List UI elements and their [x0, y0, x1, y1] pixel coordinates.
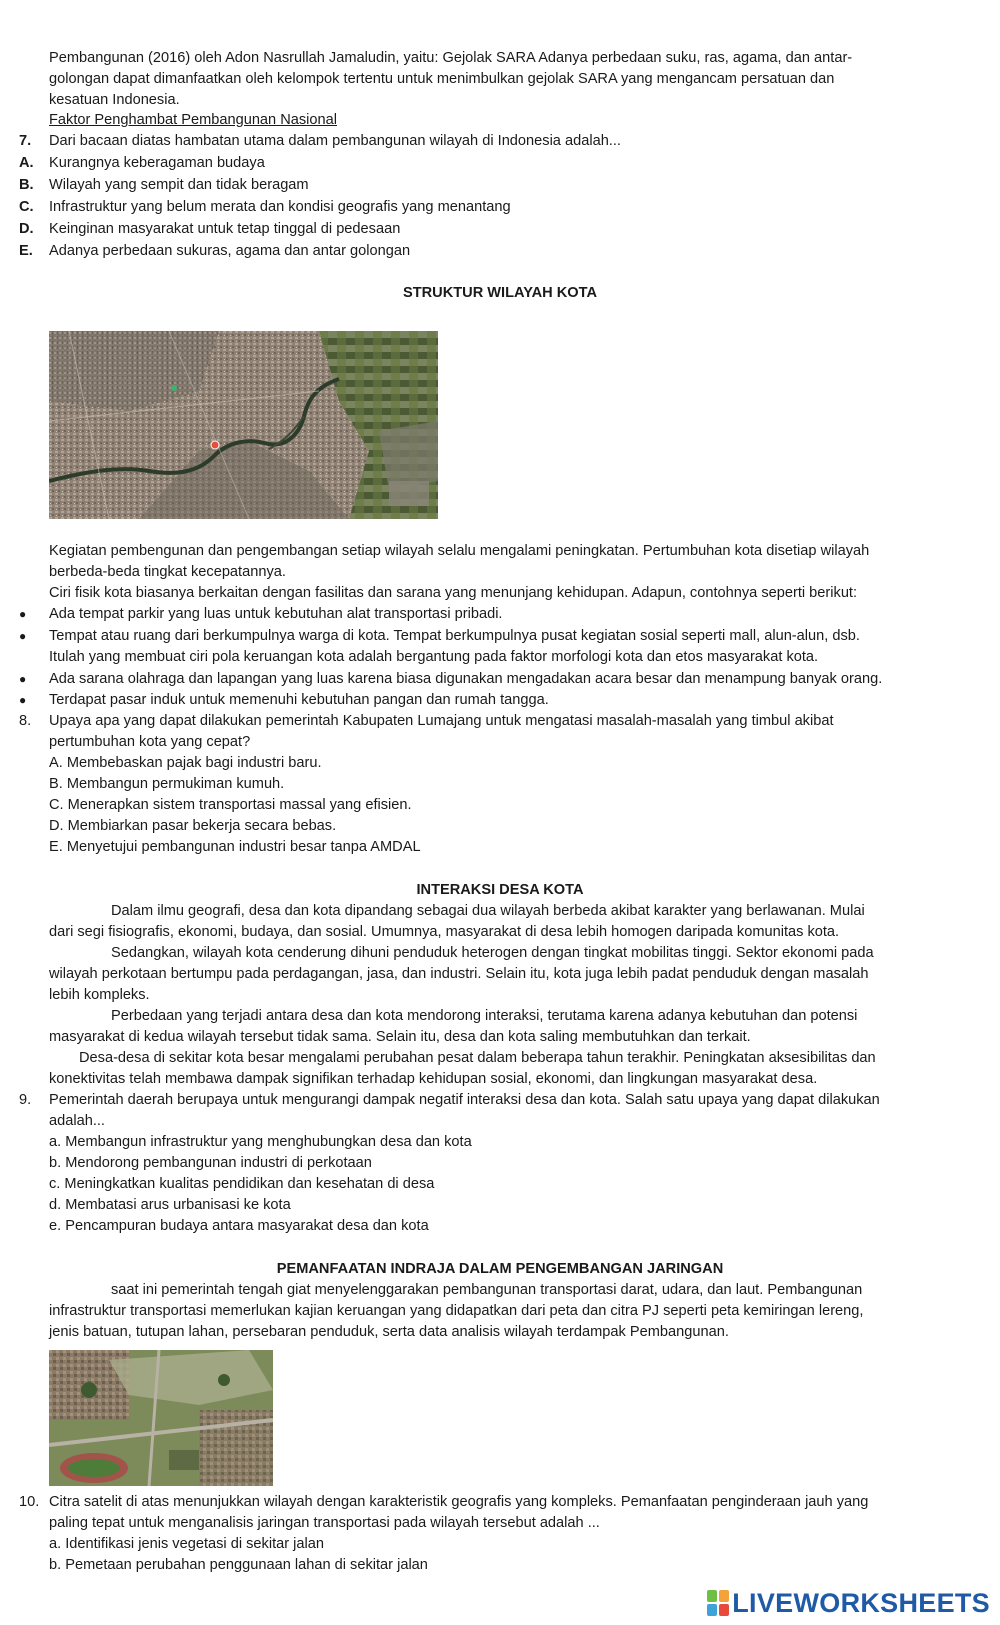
transport-satellite-image: [49, 1350, 273, 1486]
answer-option[interactable]: A. Membebaskan pajak bagi industri baru.: [49, 755, 322, 771]
answer-option[interactable]: b. Pemetaan perubahan penggunaan lahan di sekitar jalan: [49, 1557, 428, 1573]
brand-name: LIVEWORKSHEETS: [732, 1587, 990, 1618]
answer-option[interactable]: Infrastruktur yang belum merata dan kondisi geografis yang menantang: [49, 199, 511, 215]
option-letter: B.: [19, 177, 34, 193]
option-letter: E.: [19, 243, 33, 259]
intro-subtitle: Faktor Penghambat Pembangunan Nasional: [49, 112, 338, 128]
question-number: 10.: [19, 1494, 40, 1510]
question-number: 7.: [19, 133, 32, 149]
list-item: Ada tempat parkir yang luas untuk kebutuhan alat transportasi pribadi.: [49, 606, 503, 622]
body-text: konektivitas telah membawa dampak signifikan terhadap kehidupan sosial, ekonomi, dan lingkungan masyarakat desa.: [49, 1071, 818, 1087]
body-text: Desa-desa di sekitar kota besar mengalami perubahan pesat dalam beberapa tahun terakhir. Peningkatan aksesibilitas dan: [79, 1050, 876, 1066]
intro-line: Pembangunan (2016) oleh Adon Nasrullah Jamaludin, yaitu: Gejolak SARA Adanya perbedaan suku, ras, agama, dan antar-: [49, 50, 853, 66]
question-text: paling tepat untuk menganalisis jaringan transportasi pada wilayah tersebut adalah ...: [49, 1515, 600, 1531]
body-text: Dalam ilmu geografi, desa dan kota dipandang sebagai dua wilayah berbeda akibat karakter yang berlawanan. Mulai: [111, 903, 865, 919]
answer-option[interactable]: a. Identifikasi jenis vegetasi di sekitar jalan: [49, 1536, 324, 1552]
intro-line: golongan dapat dimanfaatkan oleh kelompok tertentu untuk menimbulkan gejolak SARA yang mengancam persatuan dan: [49, 71, 835, 87]
answer-option[interactable]: b. Mendorong pembangunan industri di perkotaan: [49, 1155, 372, 1171]
option-letter: C.: [19, 199, 34, 215]
answer-option[interactable]: Adanya perbedaan sukuras, agama dan antar golongan: [49, 243, 411, 259]
answer-option[interactable]: Kurangnya keberagaman budaya: [49, 155, 265, 171]
answer-option[interactable]: c. Meningkatkan kualitas pendidikan dan kesehatan di desa: [49, 1176, 435, 1192]
bullet-icon: ●: [19, 607, 27, 621]
body-text: dari segi fisiografis, ekonomi, budaya, dan sosial. Umumnya, masyarakat di desa lebih homogen daripada komunitas kota.: [49, 924, 840, 940]
question-text: pertumbuhan kota yang cepat?: [49, 734, 251, 750]
question-text: Dari bacaan diatas hambatan utama dalam pembangunan wilayah di Indonesia adalah...: [49, 133, 621, 149]
section-title: PEMANFAATAN INDRAJA DALAM PENGEMBANGAN JARINGAN: [276, 1261, 724, 1277]
answer-option[interactable]: e. Pencampuran budaya antara masyarakat desa dan kota: [49, 1218, 429, 1234]
section-title: INTERAKSI DESA KOTA: [416, 882, 584, 898]
option-letter: A.: [19, 155, 34, 171]
liveworksheets-logo[interactable]: [707, 1588, 990, 1618]
section-title: STRUKTUR WILAYAH KOTA: [402, 285, 598, 301]
body-text: infrastruktur transportasi memerlukan kajian keruangan yang didapatkan dari peta dan citra PJ seperti peta kemiringan lereng,: [49, 1303, 864, 1319]
list-item: Terdapat pasar induk untuk memenuhi kebutuhan pangan dan rumah tangga.: [49, 692, 549, 708]
answer-option[interactable]: D. Membiarkan pasar bekerja secara bebas.: [49, 818, 337, 834]
intro-line: kesatuan Indonesia.: [49, 92, 180, 108]
body-text: Sedangkan, wilayah kota cenderung dihuni penduduk heterogen dengan tingkat mobilitas tinggi. Sektor ekonomi pada: [111, 945, 874, 961]
bullet-icon: ●: [19, 693, 27, 707]
answer-option[interactable]: Keinginan masyarakat untuk tetap tinggal di pedesaan: [49, 221, 401, 237]
question-text: Citra satelit di atas menunjukkan wilayah dengan karakteristik geografis yang kompleks. Pemanfaatan penginderaan jauh yang: [49, 1494, 869, 1510]
body-text: saat ini pemerintah tengah giat menyelenggarakan pembangunan transportasi darat, udara, dan laut. Pembangunan: [111, 1282, 863, 1298]
answer-option[interactable]: d. Membatasi arus urbanisasi ke kota: [49, 1197, 291, 1213]
body-text: Kegiatan pembengunan dan pengembangan setiap wilayah selalu mengalami peningkatan. Pertumbuhan kota disetiap wilayah: [49, 543, 870, 559]
list-item: Tempat atau ruang dari berkumpulnya warga di kota. Tempat berkumpulnya pusat kegiatan sosial seperti mall, alun-alun, dsb.: [49, 628, 860, 644]
answer-option[interactable]: E. Menyetujui pembangunan industri besar tanpa AMDAL: [49, 839, 421, 855]
body-text: masyarakat di kedua wilayah tersebut tidak sama. Selain itu, desa dan kota saling membutuhkan dan terkait.: [49, 1029, 751, 1045]
answer-option[interactable]: C. Menerapkan sistem transportasi massal yang efisien.: [49, 797, 412, 813]
question-number: 9.: [19, 1092, 32, 1108]
answer-option[interactable]: a. Membangun infrastruktur yang menghubungkan desa dan kota: [49, 1134, 472, 1150]
body-text: lebih kompleks.: [49, 987, 150, 1003]
body-text: jenis batuan, tutupan lahan, persebaran penduduk, serta data analisis wilayah terdampak Pembangunan.: [49, 1324, 729, 1340]
list-item: Ada sarana olahraga dan lapangan yang luas karena biasa digunakan mengadakan acara besar dan menampung banyak orang.: [49, 671, 883, 687]
city-satellite-image: [49, 331, 438, 519]
body-text: berbeda-beda tingkat kecepatannya.: [49, 564, 286, 580]
question-text: adalah...: [49, 1113, 105, 1129]
question-text: Pemerintah daerah berupaya untuk mengurangi dampak negatif interaksi desa dan kota. Salah satu upaya yang dapat dilakukan: [49, 1092, 880, 1108]
bullet-icon: ●: [19, 629, 27, 643]
satellite-image-graphic: [49, 331, 438, 519]
liveworksheets-icon: [707, 1590, 729, 1616]
answer-option[interactable]: Wilayah yang sempit dan tidak beragam: [49, 177, 309, 193]
question-text: Upaya apa yang dapat dilakukan pemerintah Kabupaten Lumajang untuk mengatasi masalah-masalah yang timbul akibat: [49, 713, 834, 729]
body-text: wilayah perkotaan bertumpu pada perdagangan, jasa, dan industri. Selain itu, kota juga lebih padat penduduk dengan masalah: [49, 966, 869, 982]
satellite-image-graphic: [49, 1350, 273, 1486]
body-text: Ciri fisik kota biasanya berkaitan dengan fasilitas dan sarana yang menunjang kehidupan. Adapun, contohnya seperti berikut:: [49, 585, 858, 601]
option-letter: D.: [19, 221, 34, 237]
answer-option[interactable]: B. Membangun permukiman kumuh.: [49, 776, 285, 792]
bullet-icon: ●: [19, 672, 27, 686]
list-item: Itulah yang membuat ciri pola keruangan kota adalah bergantung pada faktor morfologi kota dan etos masyarakat kota.: [49, 649, 819, 665]
question-number: 8.: [19, 713, 32, 729]
body-text: Perbedaan yang terjadi antara desa dan kota mendorong interaksi, terutama karena adanya kebutuhan dan potensi: [111, 1008, 858, 1024]
